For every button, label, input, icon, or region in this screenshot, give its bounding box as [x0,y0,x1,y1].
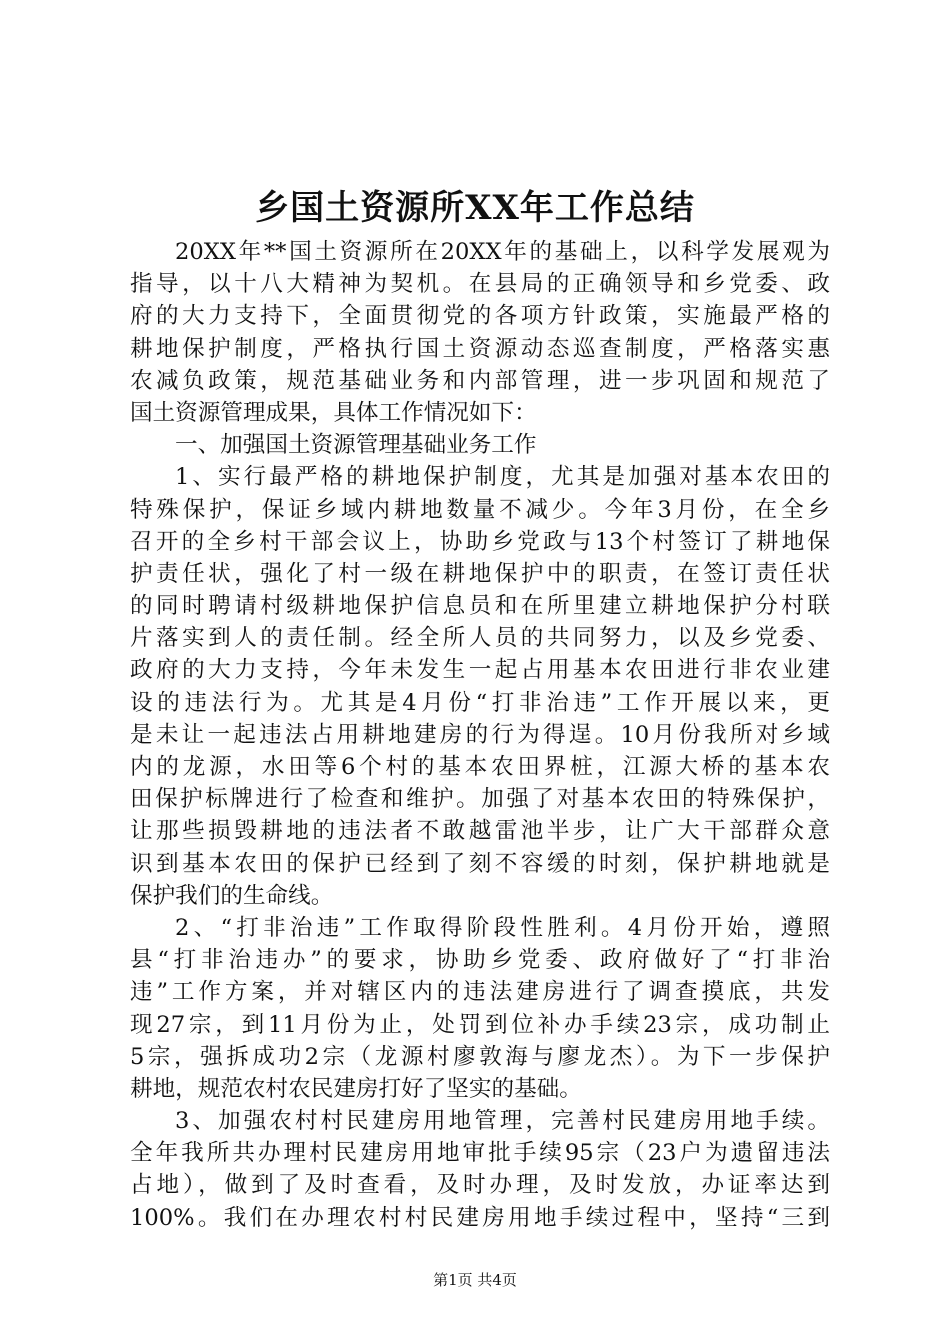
body-text-line: 让那些损毁耕地的违法者不敢越雷池半步，让广大干部群众意 [130,818,830,845]
body-text-line: 特殊保护，保证乡域内耕地数量不减少。今年3月份，在全乡 [130,496,830,523]
body-text-line: 1、实行最严格的耕地保护制度，尤其是加强对基本农田的 [175,464,830,491]
body-text-line: 保护我们的生命线。 [130,882,334,909]
body-text-line: 召开的全乡村干部会议上，协助乡党政与13个村签订了耕地保 [130,528,830,555]
body-text-line: 国土资源管理成果，具体工作情况如下： [130,399,537,426]
body-text-line: 3、加强农村村民建房用地管理，完善村民建房用地手续。 [175,1108,830,1135]
body-text-line: 现27宗，到11月份为止，处罚到位补办手续23宗，成功制止 [130,1011,830,1038]
body-text-line: 府的大力支持下，全面贯彻党的各项方针政策，实施最严格的 [130,303,830,330]
body-text-line: 片落实到人的责任制。经全所人员的共同努力，以及乡党委、 [130,625,830,652]
body-text-line: 耕地，规范农村农民建房打好了坚实的基础。 [130,1075,582,1102]
body-text-line: 2、“打非治违”工作取得阶段性胜利。4月份开始，遵照 [175,914,830,941]
body-text-line: 占地），做到了及时查看，及时办理，及时发放，办证率达到 [130,1172,830,1199]
body-text-line: 设的违法行为。尤其是4月份“打非治违”工作开展以来，更 [130,689,830,716]
page-footer: 第1页 共4页 [433,1271,517,1289]
body-text-line: 田保护标牌进行了检查和维护。加强了对基本农田的特殊保护， [130,786,830,813]
body-text-line: 护责任状，强化了村一级在耕地保护中的职责，在签订责任状 [130,560,830,587]
body-text-line: 指导，以十八大精神为契机。在县局的正确领导和乡党委、政 [130,271,830,298]
body-text-line: 的同时聘请村级耕地保护信息员和在所里建立耕地保护分村联 [130,593,830,620]
body-text-line: 耕地保护制度，严格执行国土资源动态巡查制度，严格落实惠 [130,335,830,362]
document-title: 乡国土资源所XX年工作总结 [255,188,695,228]
body-text-line: 内的龙源，水田等6个村的基本农田界桩，江源大桥的基本农 [130,754,830,780]
body-text-line: 农减负政策，规范基础业务和内部管理，进一步巩固和规范了 [130,367,830,394]
body-text-line: 100%。我们在办理农村村民建房用地手续过程中，坚持“三到 [130,1204,830,1231]
document-body [130,236,830,1234]
body-text-line: 县“打非治违办”的要求，协助乡党委、政府做好了“打非治 [130,947,830,974]
body-text-line: 识到基本农田的保护已经到了刻不容缓的时刻，保护耕地就是 [130,850,830,877]
body-text-line: 政府的大力支持，今年未发生一起占用基本农田进行非农业建 [130,657,830,684]
body-text-line: 20XX年**国土资源所在20XX年的基础上，以科学发展观为 [175,239,830,265]
body-text-line: 一、加强国土资源管理基础业务工作 [175,432,537,459]
body-text-line: 违”工作方案，并对辖区内的违法建房进行了调查摸底，共发 [130,979,830,1006]
body-text-line: 全年我所共办理村民建房用地审批手续95宗（23户为遗留违法 [130,1140,830,1167]
body-text-line: 是未让一起违法占用耕地建房的行为得逞。10月份我所对乡域 [130,721,830,748]
body-text-line: 5宗，强拆成功2宗（龙源村廖敦海与廖龙杰）。为下一步保护 [130,1043,830,1070]
